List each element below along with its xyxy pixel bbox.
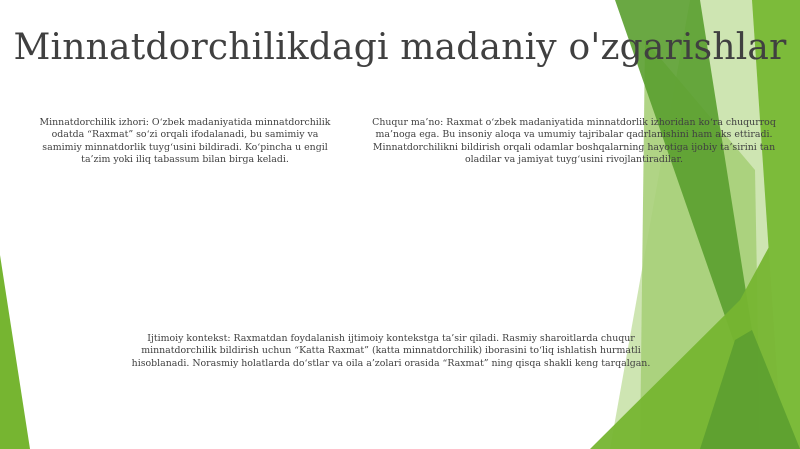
left-edge-accent — [0, 255, 30, 449]
text-block-left: Minnatdorchilik izhori: O‘zbek madaniyatida minnatdorchilik odatda “Raxmat” so‘zi orqali ifodalanadi, bu samimiy va samimiy minnatdorlik tuyg‘usini bildiradi. Ko‘pincha u engil ta’zim yoki iliq tabassum bilan birga keladi. — [39, 117, 331, 166]
text-block-right: Chuqur ma’no: Raxmat o‘zbek madaniyatida minnatdorlik izhoridan ko‘ra chuqurroq ma’noga ega. Bu insoniy aloqa va umumiy tajribalar qadrlanishini ham aks ettiradi. Minnatdorchilikni bildirish orqali odamlar boshqalarning hayotiga ijobiy ta’sirini tan oladilar va jamiyat tuyg‘usini rivojlantiradilar. — [372, 117, 776, 166]
text-block-bottom: Ijtimoiy kontekst: Raxmatdan foydalanish ijtimoiy kontekstga ta’sir qiladi. Rasmiy sharoitlarda chuqur minnatdorchilik bildirish uchun “Katta Raxmat” (katta minnatdorchilik) iborasini to‘liq ishlatish hurmatli hisoblanadi. Norasmiy holatlarda do‘stlar va oila a’zolari orasida “Raxmat” ning qisqa shakli keng tarqalgan. — [131, 333, 651, 369]
slide-title: Minnatdorchilikdagi madaniy o'zgarishlar — [13, 27, 787, 68]
